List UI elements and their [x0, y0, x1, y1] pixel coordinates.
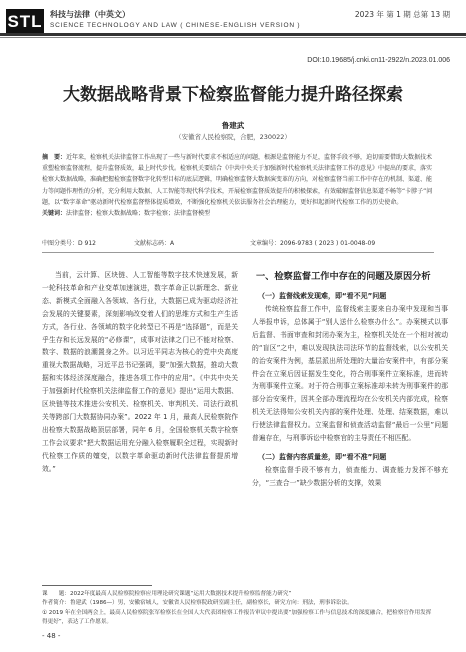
keywords-text: 法律监督；检察大数据战略；数字检察；法律监督模型	[66, 210, 211, 218]
author-affiliation: （安徽省人民检察院，合肥，230022）	[175, 133, 291, 141]
subsection-heading-2: （二）监督内容质量差，即“看不准”问题	[258, 452, 387, 461]
doc-code: 文献标志码：A	[134, 240, 175, 247]
article-number: 文章编号：2096-9783 ( 2023 ) 01-0048-09	[250, 240, 376, 247]
subsection-heading-1: （一）监督线索发现难，即“看不见”问题	[258, 292, 387, 300]
doi: DOI:10.19685/j.cnki.cn11-2922/n.2023.01.006	[307, 57, 450, 64]
clc-number: 中图分类号：D 912	[42, 240, 96, 247]
keywords-label: 关键词：	[42, 210, 67, 218]
article-meta	[42, 238, 434, 247]
body-column-left: 当前，云计算、区块链、人工智能等数字技术快速发展，新一轮科技革命和产业变革加速演进，数字革命正以新理念、新业态、新模式全面融入各领域、各行业，大数据已成为驱动经济社会发展的关键要素，深刻影响改变着人们的思维方式和生产生活方式，各行业、各领域的数字化转型已不再是“选择题”，而是关乎生存和长远发展的“必修课”，成事对法律之门已不能对检察、数字、数据的浪潮置身之外。以习近平同志为核心的党中央高度重视大数据战略，习近平总书记强调，要“加强大数据，推动大数据和实体经济深度融合，推进各项工作中的应用”。《中共中央关于加强新时代检察机关法律监督工作的意见》提出“运用大数据、区块链等技术推进公安机关、检察机关、审判机关、司法行政机关等跨部门大数据协同办案”。2022 年 1 月，最高人民检察院作出检察大数据战略顶层部署，同年 6 月，全国检察机关数字检察工作会议要求“把大数据运用充分融入检察履职全过程，实现新时代检察工作质的嬗变，以数字革命驱动新时代法律监督提质增效。”	[42, 271, 238, 473]
header-rule	[0, 33, 466, 36]
journal-name-en: SCIENCE TECHNOLOGY AND LAW ( CHINESE-ENGLISH VERSION )	[50, 22, 301, 29]
footnote-note: ① 2019 年在全国两会上，最高人民检察院张军检察长在全国人大代表团检察工作报告审议中提出要“加强检察工作与信息技术的深度融合，把检察官作用发挥得更好”，表达了工作愿景。	[42, 609, 432, 626]
footnotes	[42, 590, 434, 628]
header-rule-thin	[0, 37, 466, 38]
footnote-divider	[42, 585, 152, 586]
subsection-text-2: 检察监督手段不够有力，侦查能力、调查能力发挥不够充分，“三查合一”缺少数据分析的支撑，效果	[252, 465, 448, 487]
footnote-fund: 课 题：2022年度最高人民检察院检察应用理论研究课题“运用大数据技术提升检察监督能力研究”	[42, 591, 292, 597]
article-title: 大数据战略背景下检察监督能力提升路径探索	[63, 85, 403, 105]
journal-logo: STL	[6, 9, 44, 35]
section-heading: 一、检察监督工作中存在的问题及原因分析	[256, 271, 431, 282]
meta-divider	[42, 252, 434, 253]
footnote-author: 作者简介：鲁建武（1986—）男，安徽宿城人，安徽省人民检察院政研室副主任，副检察长，研究方向：刑法，刑事诉讼法。	[42, 600, 353, 607]
abstract-label: 摘 要：	[42, 154, 67, 161]
abstract	[42, 152, 434, 219]
journal-name-cn: 科技与法律（中英文）	[50, 10, 130, 19]
page-number: - 48 -	[42, 632, 61, 640]
author-name: 鲁建武	[221, 121, 245, 130]
subsection-text-1: 传统检察监督工作中，监督线索主要来自办案中发现和当事人举报申诉，总体属于“别人送什么检察办什么”。办案模式以事后监督、书面审查和封闭办案为主，检察机关处在一个相对被动的“盲区”之中，难以发现执法司法环节的监督线索，以公安机关的治安案件为例，基层派出所处理的大量治安案件中，有部分案件会在立案后因证据发生变化，符合刑事案件立案标准，进而转为刑事案件立案。对于符合刑事立案标准却未转为刑事案件的那部分治安案件，因其全部办理流程均在公安机关内部完成，检察机关无法得知公安机关内部的案件处理、处理、结案数据，难以行使法律监督权力。立案监督和侦查活动监督“最后一公里”问题普遍存在，与刑事诉讼中检察官的主导责任不相匹配。	[252, 305, 448, 443]
issue-info: 2023 年 第 1 期 总第 13 期	[354, 10, 450, 19]
journal-header	[0, 0, 466, 42]
abstract-text: 近年来，检察机关法律监督工作出现了一些与新时代要求不相适应的问题，根源是监督能力不足，监督手段不够，迫切需要借助大数据技术重塑检察监督流程，提升监督质效，最上时代步伐。检察机关要结合《中共中央关于加强新时代检察机关法律监督工作的意见》中提出的要求，落实检察大数据战略，准确把握检察监督数字化转型目标的底层逻辑，明确检察监督大数据演变革的方向，对检察监督当前工作中存在的机制、渠道、能力等问题作理性的分析，充分利用大数据、人工智能等现代科学技术，开展检察监督质效提升的积极探索，有效破解监督信息渠道不畅等“卡脖子”问题，以“数字革命”驱动新时代检察监督整体提质增效，不断强化检察机关依法服务社会治理能力，更好担起新时代检察工作的历史使命。	[42, 154, 433, 206]
body-column-right	[252, 269, 448, 490]
